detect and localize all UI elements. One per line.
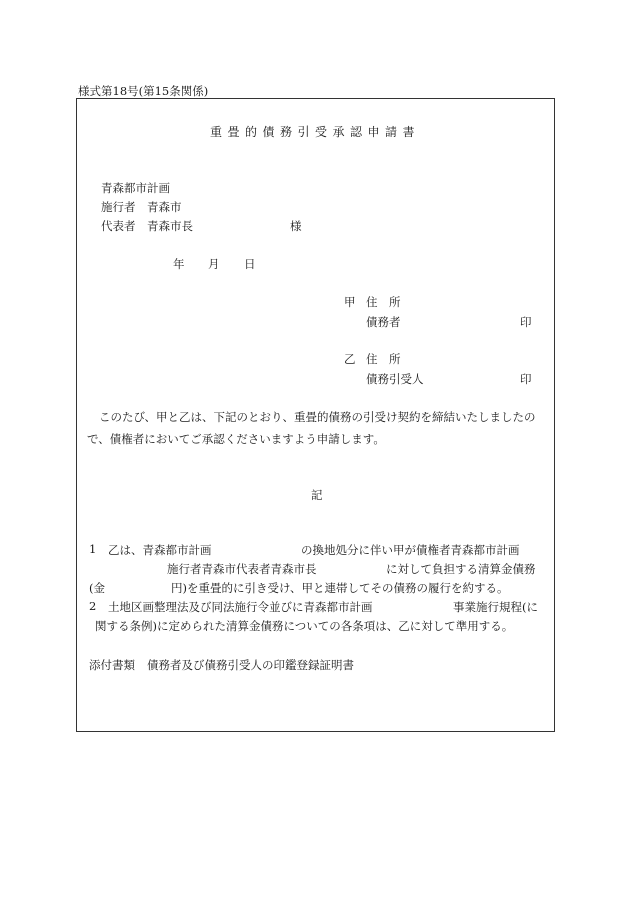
item1-number: 1 xyxy=(89,542,97,556)
date-month: 月 xyxy=(208,257,220,271)
item1-line2-b: に対して負担する清算金債務 xyxy=(386,562,536,576)
item2-line1-a: 土地区画整理法及び同法施行令並びに青森都市計画 xyxy=(108,600,373,614)
party-b-address-label: 住 所 xyxy=(366,352,401,366)
party-a-mark: 甲 xyxy=(344,295,356,309)
addressee-operator-value: 青森市 xyxy=(147,200,182,214)
party-a-address-label: 住 所 xyxy=(366,295,401,309)
document-title: 重畳的債務引受承認申請書 xyxy=(209,125,420,139)
item1-line2-a: 施行者青森市代表者青森市長 xyxy=(167,562,317,576)
party-b-seal: 印 xyxy=(520,372,532,386)
addressee-honorific: 様 xyxy=(290,219,302,233)
date-day: 日 xyxy=(244,257,256,271)
party-b-mark: 乙 xyxy=(344,352,356,366)
ki-heading: 記 xyxy=(311,488,323,502)
attachment-value: 債務者及び債務引受人の印鑑登録証明書 xyxy=(147,658,354,672)
body-paragraph-text: このたび、甲と乙は、下記のとおり、重畳的債務の引受け契約を締結いたしましたので、債権者においてご承認くださいますよう申請します。 xyxy=(87,410,536,446)
party-a-seal: 印 xyxy=(520,315,532,329)
addressee-representative-label: 代表者 xyxy=(101,219,136,233)
body-paragraph xyxy=(87,406,547,450)
date-year: 年 xyxy=(173,257,185,271)
item2-number: 2 xyxy=(89,599,97,613)
item2-line1-b: 事業施行規程(に xyxy=(453,600,538,614)
addressee-operator-label: 施行者 xyxy=(101,200,136,214)
addressee-city-plan: 青森都市計画 xyxy=(101,181,170,195)
item1-line3-a: (金 xyxy=(89,581,105,595)
party-a-role: 債務者 xyxy=(366,315,401,329)
item1-line1-b: の換地処分に伴い甲が債権者青森都市計画 xyxy=(301,543,520,557)
form-number: 様式第18号(第15条関係) xyxy=(78,84,209,98)
item1-line1-a: 乙は、青森都市計画 xyxy=(108,543,212,557)
party-b-role: 債務引受人 xyxy=(366,372,424,386)
attachment-label: 添付書類 xyxy=(89,658,135,672)
item2-line2: 関する条例)に定められた清算金債務についての各条項は、乙に対して準用する。 xyxy=(95,619,514,633)
item1-line3-b: 円)を重畳的に引き受け、甲と連帯してその債務の履行を約する。 xyxy=(171,581,509,595)
addressee-representative-value: 青森市長 xyxy=(147,219,193,233)
